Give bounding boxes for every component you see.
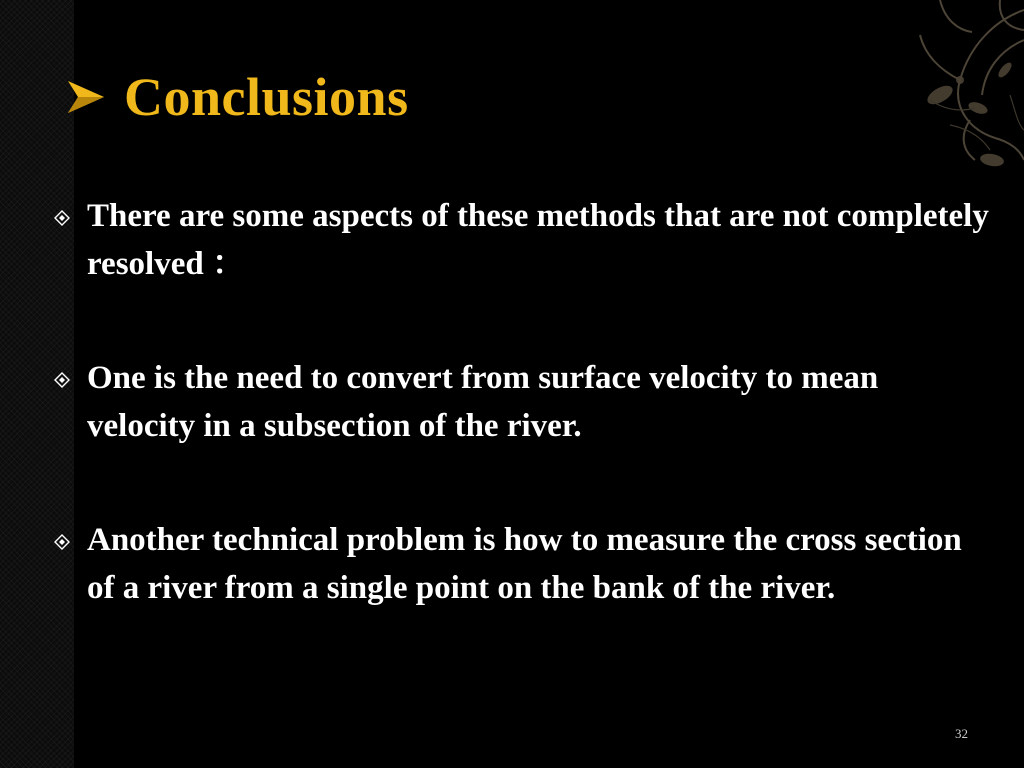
bullet-text: There are some aspects of these methods that are not completely resolved ： — [87, 198, 989, 282]
bullet-item — [54, 192, 994, 288]
bullet-item — [54, 516, 994, 612]
floral-ornament-icon — [900, 0, 1024, 200]
bullet-list — [54, 192, 994, 678]
bullet-item — [54, 354, 994, 450]
diamond-bullet-icon — [54, 372, 70, 388]
diamond-bullet-icon — [54, 210, 70, 226]
bullet-text: One is the need to convert from surface velocity to mean velocity in a subsection of the river. — [87, 360, 879, 444]
bullet-text: Another technical problem is how to measure the cross section of a river from a single point on the bank of the river. — [87, 522, 962, 606]
title-row — [66, 62, 409, 132]
arrow-bullet-icon — [66, 77, 106, 117]
diamond-bullet-icon — [54, 534, 70, 550]
slide-title: Conclusions — [124, 67, 409, 127]
page-number: 32 — [955, 726, 968, 741]
